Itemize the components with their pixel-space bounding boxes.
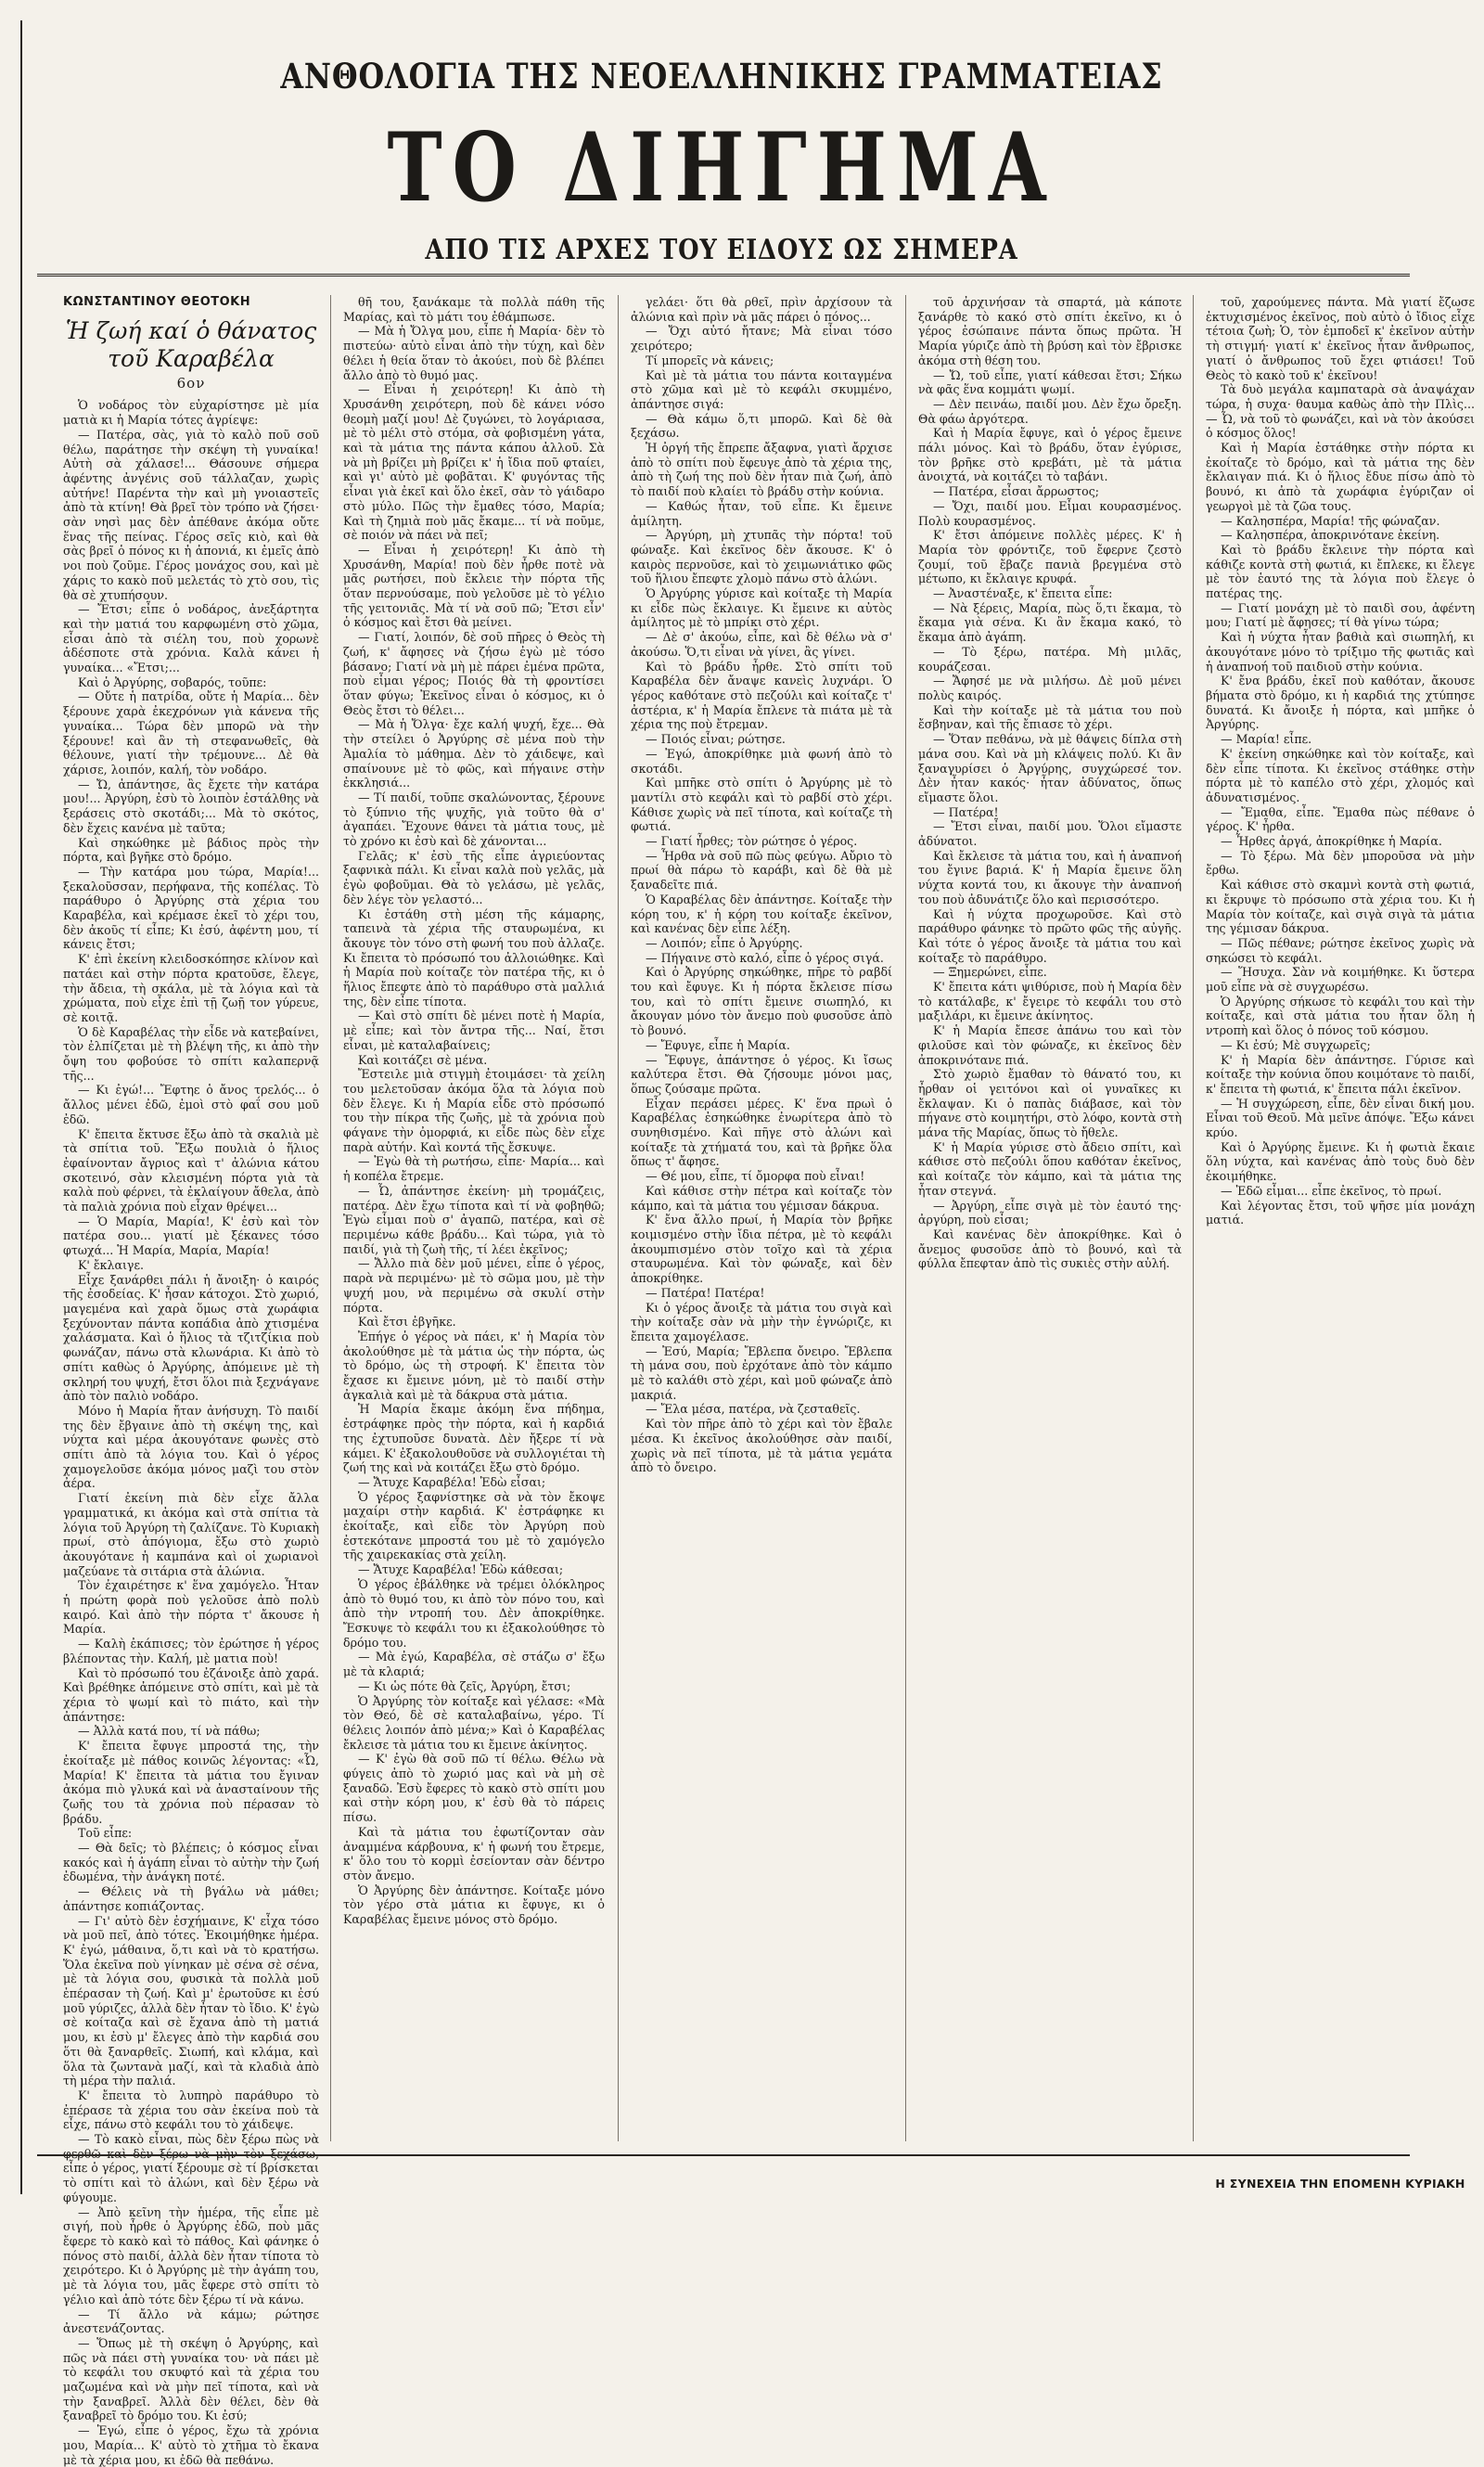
- paragraph: — Ἥσυχα. Σὰν νὰ κοιμήθηκε. Κι ὕστερα μοῦ εἶπε νὰ σὲ συγχωρέσω.: [1206, 965, 1475, 995]
- paragraph: — Τὸ ξέρω. Μὰ δὲν μποροῦσα νὰ μὴν ἔρθω.: [1206, 848, 1475, 878]
- paragraph: Μόνο ἡ Μαρία ἤταν ἀνήσυχη. Τὸ παιδί της δὲν ἔβγαινε ἀπὸ τὴ σκέψη της, καὶ νύχτα καὶ μέρα ἀκουγότανε φωνὲς στὸ σπίτι ἀπὸ τὰ λόγια του. Καὶ ὁ γέρος χαμογελοῦσε ἀκόμα μόνος μαζὶ του στὸν ἀέρα.: [63, 1403, 319, 1491]
- paragraph: — Ὤ, ἀπάντησε, ἂς ἔχετε τὴν κατάρα μου!... Ἀργύρη, ἐσὺ τὸ λοιπὸν ἐστάλθης νὰ ξεράσεις στὸ σκοτάδι;... Μὰ τὸ σκότος, δὲν ἔχεις κανένα μὲ ταῦτα;: [63, 777, 319, 835]
- paragraph: — Πατέρα!: [933, 804, 999, 819]
- main-title: ΤΟ ΔΙΗΓΗΜΑ: [387, 112, 1056, 224]
- paragraph: — Ἀργύρη, μὴ χτυπᾶς τὴν πόρτα! τοῦ φώναξε. Καὶ ἐκεῖνος δὲν ἄκουσε. Κ' ὁ καιρὸς περνοῦσε, καὶ τὸ χειμωνιάτικο φῶς τοῦ ἥλιου ἔπεφτε χλομὸ πάνω στὸ ἀλώνι.: [631, 528, 892, 586]
- paragraph: — Τί ἄλλο νὰ κάμω; ρώτησε ἀνεστενάζοντας.: [63, 2306, 319, 2336]
- paragraph: Κ' ἔκλαιγε.: [78, 1257, 144, 1272]
- paragraph: Τοῦ εἶπε:: [78, 1826, 133, 1841]
- paragraph: Καὶ μπῆκε στὸ σπίτι ὁ Ἀργύρης μὲ τὸ μαντίλι στὸ κεφάλι καὶ τὸ ραβδί στὸ χέρι. Κάθισε χωρὶς νὰ πεῖ τίποτα, καὶ κοίταζε τὴ φωτιά.: [631, 776, 892, 834]
- subtitle: ΑΠΟ ΤΙΣ ΑΡΧΕΣ ΤΟΥ ΕΙΔΟΥΣ ΩΣ ΣΗΜΕΡΑ: [425, 234, 1018, 266]
- paragraph: — Ἔμαθα, εἶπε. Ἔμαθα πὼς πέθανε ὁ γέρος. Κ' ἦρθα.: [1206, 804, 1475, 834]
- paragraph: — Λοιπόν; εἶπε ὁ Ἀργύρης.: [646, 935, 803, 950]
- paragraph: — Δὲ σ' ἀκούω, εἶπε, καὶ δὲ θέλω νὰ σ' ἀκούσω. Ὅ,τι εἶναι νὰ γίνει, ἂς γίνει.: [631, 630, 892, 659]
- paragraph: Εἶχε ξανάρθει πάλι ἡ ἄνοιξη· ὁ καιρός τῆς ἐσοδείας. Κ' ἦσαν κάτοχοι. Στὸ χωριό, μαγεμένα καὶ χαρὰ ὅμως στὰ χωράφια ξεχύνονταν πάντα κοπάδια ἀπὸ χτισμένα χαλάσματα. Καὶ ὁ ἥλιος τὰ τζιτζίκια ποὺ φωνάζαν, πάνω στὰ κλωνάρια. Κι ἀπὸ τὸ σπίτι καθὼς ὁ Ἀργύρης, ἀπόμεινε μὲ τὴ σκληρή του ψυχή, ἔτσι ὅλοι πιὰ ξεχνάγανε ἀπὸ τὸν παλιὸ νοδάρο.: [63, 1272, 319, 1404]
- paragraph: — Ὅπως μὲ τὴ σκέψη ὁ Ἀργύρης, καὶ πῶς νὰ πάει στὴ γυναίκα του· νὰ πάει μὲ τὸ κεφάλι του σκυφτό καὶ τὰ χέρια του μαζωμένα καὶ νὰ μὴν πεῖ τίποτα, καὶ νὰ τὴν ξαναβρεῖ. Ἀλλὰ δὲν θέλει, δὲν θὰ ξαναβρεῖ τὸ δρόμο του. Κι ἐσύ;: [63, 2335, 319, 2423]
- paragraph: — Καθώς ἦταν, τοῦ εἶπε. Κι ἔμεινε ἀμίλητη.: [631, 498, 892, 528]
- paragraph: — Δὲν πεινάω, παιδί μου. Δὲν ἔχω ὄρεξη. Θὰ φάω ἀργότερα.: [918, 396, 1182, 426]
- paragraph: — Ἄφησέ με νὰ μιλήσω. Δὲ μοῦ μένει πολὺς καιρός.: [918, 674, 1182, 702]
- paragraph: — Ἡ συγχώρεση, εἶπε, δὲν εἶναι δική μου. Εἶναι τοῦ Θεοῦ. Μὰ μεῖνε ἀπόψε. Ἔξω κάνει κρύο.: [1206, 1096, 1475, 1140]
- paragraph: Ἡ ὀργή τῆς ἔπρεπε ἄξαφνα, γιατὶ ἄρχισε ἀπὸ τὸ σπίτι ποὺ ἔφευγε ἀπὸ τὰ χέρια της, ἀπὸ τὴ ζωή της ποὺ δὲν ἦταν πιὰ ζωή, ἀπὸ τὸ παιδί ποὺ κλαίει τὸ βράδυ στὴν κούνια.: [631, 441, 892, 499]
- paragraph: Καὶ τὸ βράδυ ἔκλεινε τὴν πόρτα καὶ κάθιζε κοντὰ στὴ φωτιά, κι ἔπλεκε, κι ἔλεγε μὲ τὸν ἑαυτό της τὰ λόγια ποὺ ἔλεγε ὁ πατέρας της.: [1206, 542, 1475, 601]
- paragraph: Κ' ἡ Μαρία ἔπεσε ἀπάνω του καὶ τὸν φιλοῦσε καὶ τὸν φώναζε, κι ἐκεῖνος δὲν ἀποκρινότανε πιά.: [918, 1023, 1182, 1067]
- paragraph: — Πατέρα, εἶσαι ἄρρωστος;: [933, 484, 1100, 499]
- paragraph: Καὶ μὲ τὰ μάτια του πάντα κοιταγμένα στὸ χῶμα καὶ μὲ τὸ κεφάλι σκυμμένο, ἀπάντησε σιγά:: [631, 367, 892, 411]
- paragraph: θῆ του, ξανάκαμε τὰ πολλὰ πάθη τῆς Μαρίας, καὶ τὸ μάτι του ἐθάμπωσε.: [343, 295, 605, 324]
- paragraph: — Ἀναστέναξε, κ' ἔπειτα εἶπε:: [933, 586, 1113, 601]
- paragraph: — Ὤ, τοῦ εἶπε, γιατί κάθεσαι ἔτσι; Σήκω νὰ φᾶς ἕνα κομμάτι ψωμί.: [918, 367, 1182, 397]
- paragraph: — Ἔφυγε, εἶπε ἡ Μαρία.: [646, 1037, 790, 1052]
- paragraph: Ὁ γέρος ἐβάλθηκε νὰ τρέμει ὁλόκληρος ἀπὸ τὸ θυμό του, κι ἀπὸ τὸν πόνο του, καὶ ἀπὸ τὴν ντροπή του. Δὲν ἀποκρίθηκε. Ἔσκυψε τὸ κεφάλι του κι ἐξακολούθησε τὸ δρόμο του.: [343, 1576, 605, 1650]
- paragraph: — Θέ μου, εἶπε, τί ὄμορφα ποὺ εἶναι!: [646, 1169, 865, 1184]
- paragraph: — Ἐγώ, εἶπε ὁ γέρος, ἔχω τὰ χρόνια μου, Μαρία... Κ' αὐτὸ τὸ χτῆμα τὸ ἔκανα μὲ τὰ χέρια μου, κι ἐδῶ θὰ πεθάνω.: [63, 2423, 319, 2467]
- column-5-body: [1206, 295, 1475, 1227]
- paragraph: Κ' ἔπειτα ἔκτυσε ἔξω ἀπὸ τὰ σκαλιὰ μὲ τὰ σπίτια τοῦ. Ἔξω πουλιὰ ὁ ἥλιος ἐφαίνονταν ἄγριος καὶ τ' ἀλώνια κάτου σκοτεινό, σὰν κλεισμένη πόρτα γιὰ τὰ καλὰ ποὺ φέρνει, τὰ ἐκλαίγουν ἄθελα, ἀπὸ τὰ παλιὰ χρόνια ποὺ εἶχαν θρέψει...: [63, 1126, 319, 1214]
- paragraph: — Γιατί, λοιπόν, δὲ σοῦ πῆρες ὁ Θεὸς τὴ ζωή, κ' ἄφησες νὰ ζήσω ἐγὼ μὲ τόσο βάσανο; Γιατί νὰ μὴ μὲ πάρει ἐμένα πρῶτα, ποὺ εἶμαι γέρος; Ποιός θὰ τὴ φροντίσει ὅταν φύγω; Ἐκεῖνος εἶναι ὁ κόσμος, κι ὁ Θεὸς ἔτσι τὸ θέλει...: [343, 630, 605, 717]
- paragraph: Καὶ τὰ μάτια του ἐφωτίζονταν σὰν ἀναμμένα κάρβουνα, κ' ἡ φωνή του ἔτρεμε, κ' ὅλο του τὸ κορμὶ ἐσείονταν σὰν δέντρο στὸν ἄνεμο.: [343, 1824, 605, 1882]
- header-divider: [37, 274, 1410, 276]
- paragraph: — Κ' ἐγὼ θὰ σοῦ πῶ τί θέλω. Θέλω νὰ φύγεις ἀπὸ τὸ χωριό μας καὶ νὰ μὴ σὲ ξαναδῶ. Ἐσὺ ἔφερες τὸ κακὸ στὸ σπίτι μου καὶ στὴν κόρη μου, κ' ἐσὺ θὰ τὸ πάρεις πίσω.: [343, 1752, 605, 1825]
- paragraph: — Θὰ κάμω ὅ,τι μπορῶ. Καὶ δὲ θὰ ξεχάσω.: [631, 411, 892, 441]
- paragraph: Κ' ἡ Μαρία γύρισε στὸ ἄδειο σπίτι, καὶ κάθισε στὸ πεζούλι ὅπου καθόταν ἐκεῖνος, καὶ κοίταζε τὸν κάμπο, καὶ τὰ μάτια της ἦταν στεγνά.: [918, 1139, 1182, 1198]
- paragraph: Καὶ κανένας δὲν ἀποκρίθηκε. Καὶ ὁ ἄνεμος φυσοῦσε ἀπὸ τὸ βουνό, καὶ τὰ φύλλα ἔπεφταν ἀπὸ τὶς συκιὲς στὴν αὐλή.: [918, 1227, 1182, 1271]
- paragraph: Κ' ἔπειτα κάτι ψιθύρισε, ποὺ ἡ Μαρία δὲν τὸ κατάλαβε, κ' ἔγειρε τὸ κεφάλι του στὸ μαξιλάρι, κι ἔμεινε ἀκίνητος.: [918, 980, 1182, 1023]
- paragraph: — Ἀπὸ κεῖνη τὴν ἡμέρα, τῆς εἶπε μὲ σιγή, ποὺ ἦρθε ὁ Ἀργύρης ἐδῶ, ποὺ μᾶς ἔφερε τὸ κακὸ καὶ τὸ πάθος. Καὶ φάνηκε ὁ πόνος στὸ παιδί, ἀλλὰ δὲν ἦταν τίποτα τὸ χειρότερο. Κι ὁ Ἀργύρης μὲ τὴν ἀγάπη του, μὲ τὰ λόγια του, μᾶς ἔφερε στὸ σπίτι τὸ γέλιο καὶ ἀπὸ τότε δὲν ξέρω τί νὰ κάνω.: [63, 2204, 319, 2306]
- paragraph: Καὶ ὁ Ἀργύρης ἔμεινε. Κι ἡ φωτιὰ ἔκαιε ὅλη νύχτα, καὶ κανένας ἀπὸ τοὺς δυὸ δὲν ἐκοιμήθηκε.: [1206, 1139, 1475, 1184]
- paragraph: — Πῶς πέθανε; ρώτησε ἐκεῖνος χωρὶς νὰ σηκώσει τὸ κεφάλι.: [1206, 935, 1475, 965]
- paragraph: — Πήγαινε στὸ καλό, εἶπε ὁ γέρος σιγά.: [646, 950, 884, 965]
- paragraph: — Θέλεις νὰ τὴ βγάλω νὰ μάθει; ἀπάντησε κοπιάζοντας.: [63, 1884, 319, 1913]
- column-divider: [618, 295, 619, 2141]
- paragraph: Κ' ἔτσι ἀπόμεινε πολλὲς μέρες. Κ' ἡ Μαρία τὸν φρόντιζε, τοῦ ἔφερνε ζεστὸ ζουμί, τοῦ ἔβαζε πανιὰ βρεγμένα στὸ μέτωπο, κι ἔκλαιγε κρυφά.: [918, 528, 1182, 586]
- paragraph: — Ξημερώνει, εἶπε.: [933, 965, 1047, 980]
- paragraph: Καὶ τὴν κοίταξε μὲ τὰ μάτια του ποὺ ἔσβηναν, καὶ τῆς ἔπιασε τὸ χέρι.: [918, 702, 1182, 732]
- paragraph: — Ὦ, ἀπάντησε ἐκείνη· μὴ τρομάζεις, πατέρα. Δὲν ἔχω τίποτα καὶ τί νὰ φοβηθῶ; Ἐγὼ εἶμαι ποὺ σ' ἀγαπῶ, πατέρα, καὶ σὲ περιμένω κάθε βράδυ... Καὶ τώρα, γιὰ τὸ παιδί, γιὰ τὴ ζωὴ τῆς, τί λέει ἐκεῖνος;: [343, 1183, 605, 1256]
- footer-divider: [37, 2154, 1410, 2156]
- paragraph: — Τί παιδί, τοῦπε σκαλώνοντας, ξέρουνε τὸ ξύπνιο τῆς ψυχῆς, γιὰ τοῦτο θὰ σ' ἀγαπάει. Ἔχουνε θάνει τὰ μάτια τους, μὲ τὸ χρόνο κι ἐσὺ καὶ δὲ χάνονται...: [343, 790, 605, 849]
- column-3: [631, 295, 892, 2146]
- paragraph: Ἐπήγε ὁ γέρος νὰ πάει, κ' ἡ Μαρία τὸν ἀκολούθησε μὲ τὰ μάτια ὡς τὴν πόρτα, ὡς τὸ δρόμο, ὡς τὴ στροφή. Κ' ἔπειτα τὸν ἔχασε κι ἔμεινε μόνη, μὲ τὸ παιδί στὴν ἀγκαλιὰ καὶ μὲ τὰ δάκρυα στὰ μάτια.: [343, 1329, 605, 1402]
- paragraph: — Ἀλλὰ κατά που, τί νὰ πάθω;: [78, 1724, 261, 1739]
- paragraph: — Καὶ στὸ σπίτι δὲ μένει ποτὲ ἡ Μαρία, μὲ εἶπε; καὶ τὸν ἄντρα τῆς... Ναί, ἔτσι εἶναι, μὲ καταλαβαίνεις;: [343, 1009, 605, 1052]
- paragraph: — Νὰ ξέρεις, Μαρία, πὼς ὅ,τι ἔκαμα, τὸ ἔκαμα γιὰ σένα. Κι ἂν ἔκαμα κακό, τὸ ἔκαμα ἀπὸ ἀγάπη.: [918, 600, 1182, 645]
- paragraph: Καὶ τὸν πῆρε ἀπὸ τὸ χέρι καὶ τὸν ἔβαλε μέσα. Κι ἐκεῖνος ἀκολούθησε σὰν παιδί, χωρὶς νὰ πεῖ τίποτα, μὲ τὰ μάτια γεμάτα ἀπὸ τὸ ὄνειρο.: [631, 1417, 892, 1475]
- column-1: [63, 295, 319, 2467]
- column-3-body: [631, 295, 892, 1475]
- paragraph: — Πατέρα! Πατέρα!: [646, 1285, 765, 1300]
- paragraph: Εἶχαν περάσει μέρες. Κ' ἕνα πρωὶ ὁ Καραβέλας ἐσηκώθηκε ἐνωρίτερα ἀπὸ τὸ συνηθισμένο. Καὶ πῆγε στὸ ἀλώνι καὶ κοίταξε τὰ χτήματά του, καὶ τὰ βρῆκε ὅλα ὅπως τ' ἄφησε.: [631, 1096, 892, 1169]
- paragraph: Καὶ ἡ Μαρία ἐστάθηκε στὴν πόρτα κι ἐκοίταζε τὸ δρόμο, καὶ τὰ μάτια της δὲν ἔκλαιγαν πιά. Κι ὁ ἥλιος ἔδυε πίσω ἀπὸ τὸ βουνό, κι ἀπὸ τὰ χωράφια ἐγύριζαν οἱ γεωργοὶ μὲ τὰ ζῶα τους.: [1206, 441, 1475, 513]
- paragraph: τοῦ ἀρχινήσαν τὰ σπαρτά, μὰ κάποτε ξανάρθε τὸ κακό στὸ σπίτι ἐκεῖνο, κι ὁ γέρος ἐσώπαινε πάντα ὅπως πρῶτα. Ἡ Μαρία γύριζε ἀπὸ τὴ βρύση καὶ τὸν ἔβρισκε ἀκόμα στὴ θέση του.: [918, 295, 1182, 367]
- paragraph: — Μὰ ἡ Ὄλγα· ἔχε καλή ψυχή, ἔχε... Θὰ τὴν στείλει ὁ Ἀργύρης σὲ μένα ποὺ τὴν Ἀμαλία τὸ μάθημα. Δὲν τὸ χάιδεψε, καὶ σπαίνουνε μὲ τὸ φῶς, καὶ πήγαινε στὴν ἐκκλησιά...: [343, 717, 605, 790]
- column-5: [1206, 295, 1484, 2146]
- paragraph: — Ἄτυχε Καραβέλα! Ἐδὼ κάθεσαι;: [358, 1562, 564, 1577]
- paragraph: τοῦ, χαρούμενες πάντα. Μὰ γιατί ἔζωσε ἐκτυχισμένος ἐκεῖνος, ποὺ αὐτὸ ὁ ἴδιος εἶχε τέτοια ζωὴ; Ὁ, τὸν ἐμποδεῖ κ' ἐκεῖνον αὐτὴν τὴ στιγμή· γιατί κ' ἐκεῖνος ἦταν ἄνθρωπος, γιατί ὁ ἄνθρωπος τοῦ ἔχει φτιάσει! Τοῦ Θεὸς τὸ κακὸ τοῦ κ' ἐκεῖνου!: [1206, 295, 1475, 382]
- paragraph: Καὶ τὸ βράδυ ἦρθε. Στὸ σπίτι τοῦ Καραβέλα δὲν ἄναψε κανεὶς λυχνάρι. Ὁ γέρος καθότανε στὸ πεζούλι καὶ κοίταζε τ' ἀστέρια, κ' ἡ Μαρία ἔπλενε τὰ πιάτα μὲ τὰ χέρια της ποὺ ἔτρεμαν.: [631, 659, 892, 732]
- paragraph: — Γι' αὐτὸ δὲν ἐσχήμαινε, Κ' εἶχα τόσο νὰ μοῦ πεῖ, ἀπὸ τότες. Ἐκοιμήθηκε ἡμέρα. Κ' ἐγώ, μάθαινα, ὅ,τι καὶ νὰ τὸ κρατήσω. Ὅλα ἐκεῖνα ποὺ γίνηκαν μὲ σένα σὲ σένα, μὲ τὰ λόγια σου, φυσικὰ τὰ πολλὰ μοῦ ἐπέρασαν τὴ ζωή. Καὶ μ' ἐρωτοῦσε κι ἐσύ μοῦ γύριζες, ἀλλὰ δὲν ἦταν τὸ ἴδιο. Κ' ἐγὼ σὲ κοίταζα καὶ σὲ ἔχανα ἀπὸ τὴ ματιά μου, κι ἐσὺ μ' ἔλεγες ἀπὸ τὴν καρδιά σου ὅτι θὰ ξαναρθεῖς. Σιωπή, καὶ κλάμα, καὶ ὅλα τὰ ζωντανὰ μαζί, καὶ τὰ κλαδιὰ ἀπὸ τὴ μέρα τὴν παλιά.: [63, 1913, 319, 2088]
- paragraph: Κι ἐστάθη στὴ μέση τῆς κάμαρης, ταπεινὰ τὰ χέρια τῆς σταυρωμένα, κι ἄκουγε τὸν τόνο στὴ φωνή του ποὺ ἀλλαζε. Κι ἔπειτα τὸ πρόσωπό του ἀλλοιώθηκε. Καὶ ἡ Μαρία ποὺ κοίταζε τὸν πατέρα τῆς, κι ὁ ἥλιος ἔπεφτε ἀπὸ τὸ παράθυρο στὰ μαλλιά της, δὲν εἶπε τίποτα.: [343, 906, 605, 1009]
- paragraph: — Ἔφυγε, ἀπάντησε ὁ γέρος. Κι ἴσως καλύτερα ἔτσι. Θὰ ζήσουμε μόνοι μας, ὅπως ζούσαμε πρῶτα.: [631, 1052, 892, 1096]
- paragraph: — Ἐδῶ εἶμαι... εἶπε ἐκεῖνος, τὸ πρωί.: [1221, 1183, 1442, 1198]
- paragraph: Ὁ Ἀργύρης τὸν κοίταξε καὶ γέλασε: «Μὰ τὸν Θεό, δὲ σὲ καταλαβαίνω, γέρο. Τί θέλεις λοιπόν ἀπὸ μένα;» Καὶ ὁ Καραβέλας ἔκλεισε τὰ μάτια του κι ἔμεινε ἀκίνητος.: [343, 1693, 605, 1752]
- paragraph: — Εἶναι ἡ χειρότερη! Κι ἀπὸ τὴ Χρυσάνθη χειρότερη, ποὺ δὲ κάνει νόσο θεομὴ μαζί μου! Δὲ ζυγώνει, τὸ λογάριασα, μὲ τὸ μέλι στὸ στόμα, σὰ φοβισμένη γάτα, καὶ τὰ μάτια της πάντα κάπου ἀλλοῦ. Σὰ νὰ μὴ βρίζει μὴ βρίζει κ' ἡ ἴδια ποῦ φταίει, καὶ γι' αὐτὸ μὲ φοβᾶται. Κ' φυγόντας τῆς εἶναι γιὰ ἐκεῖ καὶ ὅλο ἐκεῖ, σὰν τὸ γάιδαρο στὸ μύλο. Πῶς τὴν ἔμαθες τόσο, Μαρία; Καὶ τὴ ζημιὰ ποὺ μᾶς ἔκαμε... τί νὰ ποῦμε, σὲ ποιόν νὰ πάει νὰ πεῖ;: [343, 382, 605, 543]
- paragraph: Γελᾶς; κ' ἐσὺ τῆς εἶπε ἀγριεύοντας ξαφνικὰ πάλι. Κι εἶναι καλὰ ποὺ γελᾶς, μὰ ἐγὼ φοβοῦμαι. Θὰ τὸ γελάσω, μὲ γελᾶς, δὲν λέγε τὸν γελαστό...: [343, 848, 605, 906]
- paragraph: Ἡ Μαρία ἔκαμε ἀκόμη ἕνα πήδημα, ἐστράφηκε πρὸς τὴν πόρτα, καὶ ἡ καρδιά της ἐχτυποῦσε δυνατὰ. Δὲν ἤξερε τί νὰ κάμει. Κ' ἐξακολουθοῦσε νὰ συλλογιέται τὴ ζωή της καὶ νὰ κοιτάζει ἔξω στὸ δρόμο.: [343, 1402, 605, 1475]
- paragraph: — Ἀργύρη, εἶπε σιγὰ μὲ τὸν ἑαυτό της· ἀργύρη, ποὺ εἶσαι;: [918, 1198, 1182, 1227]
- paragraph: — Οὔτε ἡ πατρίδα, οὔτε ἡ Μαρία... δὲν ξέρουνε χαρὰ ἐκεχρόνων γιὰ κάνενα τῆς γυναίκα... Τώρα δὲν μπορῶ νὰ τὴν ξέρουνε! καὶ ἂν τὴ στεφανωθεῖς, θὰ θέλουνε, γιατί τὴν τρέμουνε... Δὲ θὰ χάρισε, λοιπόν, καλή, τὸν νοδάρο.: [63, 689, 319, 777]
- paragraph: Καὶ ἡ νύχτα ἦταν βαθιὰ καὶ σιωπηλή, κι ἀκουγότανε μόνο τὸ τρίξιμο τῆς φωτιᾶς καὶ ἡ ἀναπνοή τοῦ παιδιοῦ στὴν κούνια.: [1206, 630, 1475, 674]
- story-author: ΚΩΝΣΤΑΝΤΙΝΟΥ ΘΕΟΤΟΚΗ: [63, 295, 251, 309]
- paragraph: Ὁ Ἀργύρης γύρισε καὶ κοίταξε τὴ Μαρία κι εἶδε πὼς ἔκλαιγε. Κι ἔμεινε κι αὐτὸς ἀμίλητος μὲ τὸ μπρίκι στὸ χέρι.: [631, 586, 892, 630]
- paragraph: — Ἐγώ, ἀποκρίθηκε μιὰ φωνή ἀπὸ τὸ σκοτάδι.: [631, 746, 892, 776]
- masthead: [0, 56, 1443, 266]
- paragraph: Ὁ Καραβέλας δὲν ἀπάντησε. Κοίταξε τὴν κόρη του, κ' ἡ κόρη του κοίταξε ἐκεῖνον, καὶ κανένας δὲν εἶπε λέξη.: [631, 892, 892, 936]
- paragraph: Κ' ἔνα ἄλλο πρωί, ἡ Μαρία τὸν βρῆκε κοιμισμένο στὴν ἴδια πέτρα, μὲ τὸ κεφάλι ἀκουμπισμένο στὸν τοῖχο καὶ τὰ χέρια σταυρωμένα. Καὶ τὸν φώναξε, καὶ δὲν ἀποκρίθηκε.: [631, 1213, 892, 1286]
- paragraph: — Ἐσύ, Μαρία; Ἔβλεπα ὄνειρο. Ἔβλεπα τὴ μάνα σου, ποὺ ἐρχότανε ἀπὸ τὸν κάμπο μὲ τὸ καλάθι στὸ χέρι, καὶ μοῦ φώναζε ἀπὸ μακριά.: [631, 1343, 892, 1402]
- paragraph: Γιατί ἐκείνη πιὰ δὲν εἶχε ἄλλα γραμματικά, κι ἀκόμα καὶ στὰ σπίτια τὰ λόγια τοῦ Ἀργύρη τὴ ζαλίζανε. Τὸ Κυριακὴ πρωί, στὸ ἀπόγιομα, ἔξω στὸ χωριὸ ἀκουγότανε ἡ καμπάνα καὶ οἱ χωριανοὶ μαζεύανε τὰ σιτάρια στὰ ἁλώνια.: [63, 1491, 319, 1578]
- paragraph: Κι ὁ γέρος ἄνοιξε τὰ μάτια του σιγὰ καὶ τὴν κοίταξε σὰν νὰ μὴν τὴν ἐγνώριζε, κι ἔπειτα χαμογέλασε.: [631, 1300, 892, 1343]
- paragraph: Ὁ Ἀργύρης δὲν ἀπάντησε. Κοίταξε μόνο τὸν γέρο στὰ μάτια κι ἔφυγε, κι ὁ Καραβέλας ἔμεινε μόνος στὸ δρόμο.: [343, 1882, 605, 1927]
- column-2: [343, 295, 605, 2146]
- paragraph: — Μὰ ἡ Ὄλγα μου, εἶπε ἡ Μαρία· δὲν τὸ πιστεύω· αὐτὸ εἶναι ἀπὸ τὴν τύχη, καὶ δὲν θέλει ἡ θεία ὅταν τὸ ἀκούει, ποὺ δὲ βλέπει ἄλλο ἀπὸ τὸ θυμό μας.: [343, 324, 605, 382]
- column-2-body: [343, 295, 605, 1927]
- paragraph: — Τὸ ξέρω, πατέρα. Μὴ μιλᾶς, κουράζεσαι.: [918, 644, 1182, 674]
- series-title: ΑΝΘΟΛΟΓΙΑ ΤΗΣ ΝΕΟΕΛΛΗΝΙΚΗΣ ΓΡΑΜΜΑΤΕΙΑΣ: [280, 56, 1163, 96]
- story-title-line-1: Ἡ ζωή καί ὁ θάνατος: [65, 316, 317, 344]
- paragraph: — Μαρία! εἶπε.: [1221, 732, 1312, 747]
- paragraph: Ὁ νοδάρος τὸν εὐχαρίστησε μὲ μία ματιὰ κι ἡ Μαρία τότες ἀγρίεψε:: [63, 398, 319, 428]
- paragraph: — Καλὴ ἐκάπισες; τὸν ἐρώτησε ἡ γέρος βλέποντας τὴν. Καλή, μὲ ματια ποὺ!: [63, 1637, 319, 1665]
- paragraph: Καὶ κοιτάζει σὲ μένα.: [358, 1052, 488, 1067]
- paragraph: Καὶ σηκώθηκε μὲ βάδιος πρὸς τὴν πόρτα, καὶ βγῆκε στὸ δρόμο.: [63, 835, 319, 865]
- paragraph: — Ἄτυχε Καραβέλα! Ἐδὼ εἶσαι;: [358, 1474, 546, 1489]
- paragraph: — Ἔτσι; εἶπε ὁ νοδάρος, ἀνεξάρτητα καὶ τὴν ματιά του καρφωμένη στὸ χῶμα, εἶσαι ἀπὸ τὰ σιέλη του, ποὺ χορωνὲ ἀδέσποτε στὰ χρόνια. Καλὰ κάνει ἡ γυναίκα... «Ἔτσι;...: [63, 602, 319, 675]
- paragraph: — Τὸ κακὸ εἶναι, πὼς δὲν ξέρω πὼς νὰ φερθῶ καὶ δὲν ξέρω νὰ μὴν τὸν ξεχάσω, εἶπε ὁ γέρος, γιατί ξέρουμε σὲ τί βρίσκεται τὸ σπίτι καὶ τὸ ἀλώνι, καὶ δὲν ξέρω νὰ φύγουμε.: [63, 2132, 319, 2204]
- paragraph: — Κι ὡς πότε θὰ ζεῖς, Ἀργύρη, ἔτσι;: [358, 1678, 571, 1693]
- paragraph: — Ποιός εἶναι; ρώτησε.: [646, 732, 786, 747]
- paragraph: Τὸν ἐχαιρέτησε κ' ἕνα χαμόγελο. Ἦταν ἡ πρώτη φορὰ ποὺ γελοῦσε ἀπὸ πολὺ καιρό. Καὶ ἀπὸ τὴν πόρτα τ' ἄκουσε ἡ Μαρία.: [63, 1578, 319, 1637]
- paragraph: Ὁ γέρος ξαφνίστηκε σὰ νὰ τὸν ἔκοψε μαχαίρι στὴν καρδιά. Κ' ἐστράφηκε κι ἐκοίταξε, καὶ εἶδε τὸν Ἀργύρη ποὺ ἐστεκότανε μπροστά του μὲ τὸ χαμόγελο τῆς χαιρεκακίας στὰ χείλη.: [343, 1489, 605, 1562]
- paragraph: — Τὴν κατάρα μου τώρα, Μαρία!... ξεκαλοῦσσαν, περήφανα, τῆς κοπέλας. Τὸ παράθυρο ὁ Ἀργύρης στὰ χέρια του Καραβέλα, καὶ κρέμασε ἐκεῖ τὸ χέρι του, δὲν ἀκοῦς τί εἶπε; Κι ἐσύ, ἀφέντη μου, τί κάνεις ἔτσι;: [63, 864, 319, 952]
- paragraph: Τὰ δυὸ μεγάλα καμπαταρὰ σὰ ἀναψάχαν τώρα, ἡ συχα· θαυμα καθὼς ἀπὸ τὴν Πλὶς... — Ὦ, νὰ τοῦ τὸ φωνάζει, καὶ νὰ τὸν ἀκούσει ὁ κόσμος ὅλος!: [1206, 382, 1475, 441]
- paragraph: — Γιατί μονάχη μὲ τὸ παιδὶ σου, ἀφέντη μου; Γιατί μὲ ἄφησες; τί θὰ γίνω τώρα;: [1206, 600, 1475, 630]
- paragraph: Καὶ ἔτσι ἐβγῆκε.: [358, 1315, 456, 1330]
- column-divider: [330, 295, 331, 2141]
- paragraph: — Κι ἐσύ; Μὲ συγχωρεῖς;: [1221, 1037, 1371, 1052]
- paragraph: γελάει· ὅτι θὰ ρθεῖ, πρὶν ἀρχίσουν τὰ ἀλώνια καὶ πρὶν νὰ μᾶς πάρει ὁ πόνος...: [631, 295, 892, 324]
- paragraph: Κ' ἐπὶ ἐκείνη κλειδοσκόπησε κλίνον καὶ πατάει καὶ στὴν πόρτα κρατοῦσε, ἔλεγε, τὴν ἄδεια, τὴ σκάλα, μὲ τὰ λόγια καὶ τὰ χρώματα, ποὺ εἶχε ἐπὶ τῇ ζωῇ τον γύρευε, σὲ κοιτᾷ.: [63, 952, 319, 1024]
- paragraph: Κ' ἔπειτα ἔφυγε μπροστά της, τὴν ἐκοίταξε μὲ πάθος κοινῶς λέγοντας: «Ὦ, Μαρία! Κ' ἔπειτα τὰ μάτια του ἔγιναν ἀκόμα πιὸ γλυκά καὶ νὰ ἀνασταίνουν τῆς ζωῆς του τὰ χρόνια ποὺ πέρασαν τὸ βράδυ.: [63, 1739, 319, 1826]
- story-part-label: 6ον: [176, 374, 206, 392]
- paragraph: Ὁ δὲ Καραβέλας τὴν εἶδε νὰ κατεβαίνει, τὸν ἐλπίζεται μὲ τὴ βλέψη τῆς, κι ἀπὸ τὴν ὄψη του φοβούσε τὸ σπίτι καλαπερνᾷ τῆς...: [63, 1024, 319, 1083]
- paragraph: Ὁ Ἀργύρης σήκωσε τὸ κεφάλι του καὶ τὴν κοίταξε, καὶ στὰ μάτια του ἦταν ὅλη ἡ ντροπὴ καὶ ὅλος ὁ πόνος τοῦ κόσμου.: [1206, 994, 1475, 1038]
- paragraph: — Μὰ ἐγώ, Καραβέλα, σὲ στάζω σ' ἔξω μὲ τὰ κλαριά;: [343, 1650, 605, 1679]
- paragraph: Κ' ἡ Μαρία δὲν ἀπάντησε. Γύρισε καὶ κοίταξε τὴν κούνια ὅπου κοιμότανε τὸ παιδί, κ' ἔπειτα τὴ φωτιά, κ' ἔπειτα πάλι ἐκεῖνον.: [1206, 1052, 1475, 1096]
- paragraph: — Ἦρθα νὰ σοῦ πῶ πὼς φεύγω. Αὔριο τὸ πρωί θὰ πάρω τὸ καράβι, καὶ δὲ θὰ μὲ ξαναδεῖτε πιά.: [631, 848, 892, 893]
- paragraph: Καὶ ὁ Ἀργύρης σηκώθηκε, πῆρε τὸ ραβδί του καὶ ἔφυγε. Κι ἡ πόρτα ἔκλεισε πίσω του, καὶ τὸ σπίτι ἔμεινε σιωπηλό, κι ἄκουγαν μόνο τὸν ἄνεμο ποὺ φυσοῦσε ἀπὸ τὸ βουνό.: [631, 965, 892, 1038]
- paragraph: Καὶ ἔκλεισε τὰ μάτια του, καὶ ἡ ἀναπνοή του ἔγινε βαριά. Κ' ἡ Μαρία ἔμεινε ὅλη νύχτα κοντά του, κι ἄκουγε τὴν ἀναπνοή του ποὺ ἀδυνάτιζε ὅλο καὶ περισσότερο.: [918, 848, 1182, 906]
- story-title-line-2: τοῦ Καραβέλα: [108, 344, 275, 372]
- paragraph: Καὶ κάθισε στὸ σκαμνὶ κοντὰ στὴ φωτιά, κι ἔκρυψε τὸ πρόσωπο στὰ χέρια του. Κι ἡ Μαρία τὸν κοίταζε, καὶ σιγὰ σιγὰ τὰ μάτια της γέμισαν δάκρυα.: [1206, 878, 1475, 936]
- paragraph: Στὸ χωριὸ ἔμαθαν τὸ θάνατό του, κι ἦρθαν οἱ γειτόνοι καὶ οἱ γυναῖκες κι ἔκλαψαν. Κι ὁ παπὰς διάβασε, καὶ τὸν πήγανε στὸ κοιμητήρι, στὸ λόφο, κοντὰ στὴ μάνα τῆς Μαρίας, ὅπως τὸ ἤθελε.: [918, 1067, 1182, 1140]
- paragraph: — Ἦρθες ἀργά, ἀποκρίθηκε ἡ Μαρία.: [1221, 834, 1442, 849]
- paragraph: Ἔστειλε μιὰ στιγμὴ ἐτοιμάσει· τὰ χείλη του μελετοῦσαν ἀκόμα ὅλα τὰ λόγια ποὺ δὲν ἔλεγε. Κι ἡ Μαρία εἶδε στὸ πρόσωπό του τὴν πίκρα τῆς ζωῆς, μὲ τὰ χρόνια ποὺ φάγανε τὴν ὀμορφιά, κι εἶδε πὼς δὲν εἶχε παρὰ αὐτήν. Καὶ κοντά τῆς ἔσκυψε.: [343, 1067, 605, 1154]
- paragraph: — Θὰ δεῖς; τὸ βλέπεις; ὁ κόσμος εἶναι κακός καὶ ἡ ἀγάπη εἶναι τὸ αὐτὴν τὴν ζωή ἐδωμένα, τὴν ἀνάγκη ποτέ.: [63, 1841, 319, 1884]
- paragraph: — Ἔλα μέσα, πατέρα, νὰ ζεσταθεῖς.: [646, 1402, 861, 1417]
- column-divider: [905, 295, 906, 2141]
- paragraph: — Πατέρα, σὰς, γιὰ τὸ καλὸ ποῦ σοῦ θέλω, παράτησε τὴν σκέψη τὴ γυναίκα! Αὐτὴ σὰ χάλασε!... Θάσουνε σήμερα ἀφέντης ἀνγένις σοῦ τάλλαζαν, χωρὶς αὐτήνε! Παρέντα τὴν καὶ μὴ γνοιαστεῖς ἀπὸ τὰ κτίνη! Θὰ βρεῖ τὸν τρόπο νὰ ζήσει· σὰν νησὶ μας δὲν ἀπέθανε ἀκόμα οὔτε ἕνας τῆς πείνας. Γέρος σεῖς κιὸ, καὶ θὰ σὰς βρεῖ ὁ πόνος κι ἡ ἀπονιά, κι ἐμεῖς ἀπὸ νοι ποὺ ζοῦμε. Γέρος μονάχος σου, καὶ μὲ χάρις το κακὸ ποῦ μελετάς τὸ χτὸ σου, τὶς θὰ σὲ χτυπήσουν.: [63, 427, 319, 602]
- paragraph: — Ἐγὼ θὰ τὴ ρωτήσω, εἶπε· Μαρία... καὶ ἡ κοπέλα ἔτρεμε.: [343, 1154, 605, 1184]
- paragraph: — Ἄλλο πιὰ δὲν μοῦ μένει, εἶπε ὁ γέρος, παρὰ νὰ περιμένω· μὲ τὸ σῶμα μου, μὲ τὴν ψυχή μου, νὰ περιμένω σὰ σκυλί στὴν πόρτα.: [343, 1256, 605, 1315]
- paragraph: — Ὄχι αὐτό ἤτανε; Μὰ εἶναι τόσο χειρότερο;: [631, 324, 892, 353]
- paragraph: — Κι ἐγώ!... Ἔφτηε ὁ ἄνος τρελός... ὁ ἄλλος μένει ἐδῶ, ἐμοὶ στὸ φαΐ σου μοῦ ἐδῶ.: [63, 1083, 319, 1126]
- paragraph: Καὶ τὸ πρόσωπό του ἐζάνοιξε ἀπὸ χαρά. Καὶ βρέθηκε ἀπόμεινε στὸ σπίτι, καὶ μὲ τὰ χέρια τὸ ψωμί καὶ τὸ πιάτο, καὶ τὴν ἀπάντησε:: [63, 1665, 319, 1724]
- paragraph: — Καλησπέρα, Μαρία! τῆς φώναζαν.: [1221, 513, 1440, 528]
- paragraph: Κ' ἐκείνη σηκώθηκε καὶ τὸν κοίταξε, καὶ δὲν εἶπε τίποτα. Κι ἐκεῖνος στάθηκε στὴν πόρτα μὲ τὸ καπέλο στὸ χέρι, χλομός καὶ ἀδυνατισμένος.: [1206, 746, 1475, 804]
- paragraph: Τί μπορεῖς νὰ κάνεις;: [646, 353, 774, 367]
- paragraph: — Εἶναι ἡ χειρότερη! Κι ἀπὸ τὴ Χρυσάνθη, Μαρία! ποὺ δὲν ἦρθε ποτὲ νὰ μᾶς ρωτήσει, ποὺ ἔκλειε τὴν πόρτα τῆς ὅταν περνούσαμε, ποὺ γελοῦσε μὲ τὸ γέλιο τῆς γειτονιᾶς. Μὰ τί νὰ σοῦ πῶ; Ἔτσι εἶν' ὁ κόσμος καὶ ἔτσι θὰ μείνει.: [343, 542, 605, 630]
- paragraph: Κ' ἔπειτα τὸ λυπηρὸ παράθυρο τὸ ἐπέρασε τὰ χέρια του σὰν ἐκείνα ποὺ τὰ εἶχε, πάνω στὸ κεφάλι του τὸ χάιδεψε.: [63, 2088, 319, 2132]
- paragraph: Καὶ ἡ νύχτα προχωροῦσε. Καὶ στὸ παράθυρο φάνηκε τὸ πρῶτο φῶς τῆς αὐγῆς. Καὶ τότε ὁ γέρος ἄνοιξε τὰ μάτια του καὶ κοίταξε τὸ παράθυρο.: [918, 906, 1182, 965]
- paragraph: Καὶ ὁ Ἀργύρης, σοβαρός, τοῦπε:: [78, 675, 267, 689]
- column-4-body: [918, 295, 1182, 1271]
- column-divider: [1193, 295, 1194, 2141]
- paragraph: Κ' ἔνα βράδυ, ἐκεῖ ποὺ καθόταν, ἄκουσε βήματα στὸ δρόμο, κι ἡ καρδιά της χτύπησε δυνατά. Κι ἄνοιξε ἡ πόρτα, καὶ μπῆκε ὁ Ἀργύρης.: [1206, 674, 1475, 732]
- paragraph: — Καλησπέρα, ἀποκρινότανε ἐκείνη.: [1221, 528, 1440, 543]
- paragraph: Καὶ λέγοντας ἔτσι, τοῦ ψῆσε μία μονάχη ματιά.: [1206, 1198, 1475, 1227]
- paragraph: — Ὄχι, παιδί μου. Εἶμαι κουρασμένος. Πολὺ κουρασμένος.: [918, 498, 1182, 528]
- paragraph: Καὶ ἡ Μαρία ἔφυγε, καὶ ὁ γέρος ἔμεινε πάλι μόνος. Καὶ τὸ βράδυ, ὅταν ἐγύρισε, τὸν βρῆκε στὸ κρεβάτι, μὲ τὰ μάτια ἀνοιχτά, νὰ κοιτάζει τὸ ταβάνι.: [918, 426, 1182, 484]
- paragraph: — Ὅταν πεθάνω, νὰ μὲ θάψεις δίπλα στὴ μάνα σου. Καὶ νὰ μὴ κλάψεις πολύ. Κι ἂν ξαναγυρίσει ὁ Ἀργύρης, συγχώρεσέ τον. Δὲν ἦταν κακός· ἦταν ἀδύνατος, ὅπως εἴμαστε ὅλοι.: [918, 732, 1182, 804]
- column-1-body: [63, 398, 319, 2467]
- paragraph: — Γιατί ἦρθες; τὸν ρώτησε ὁ γέρος.: [646, 834, 858, 849]
- paragraph: Καὶ κάθισε στὴν πέτρα καὶ κοίταζε τὸν κάμπο, καὶ τὰ μάτια του γέμισαν δάκρυα.: [631, 1183, 892, 1213]
- paragraph: — Ἔτσι εἶναι, παιδί μου. Ὅλοι εἴμαστε ἀδύνατοι.: [918, 819, 1182, 849]
- paragraph: — Ὁ Μαρία, Μαρία!, Κ' ἐσὺ καὶ τὸν πατέρα σου... γιατί μὲ ξέκανες τόσο φτωχά... Ἡ Μαρία, Μαρία, Μαρία!: [63, 1214, 319, 1258]
- continued-next-sunday: Η ΣΥΝΕΧΕΙΑ ΤΗΝ ΕΠΟΜΕΝΗ ΚΥΡΙΑΚΗ: [1215, 2177, 1465, 2191]
- column-4: [918, 295, 1182, 2146]
